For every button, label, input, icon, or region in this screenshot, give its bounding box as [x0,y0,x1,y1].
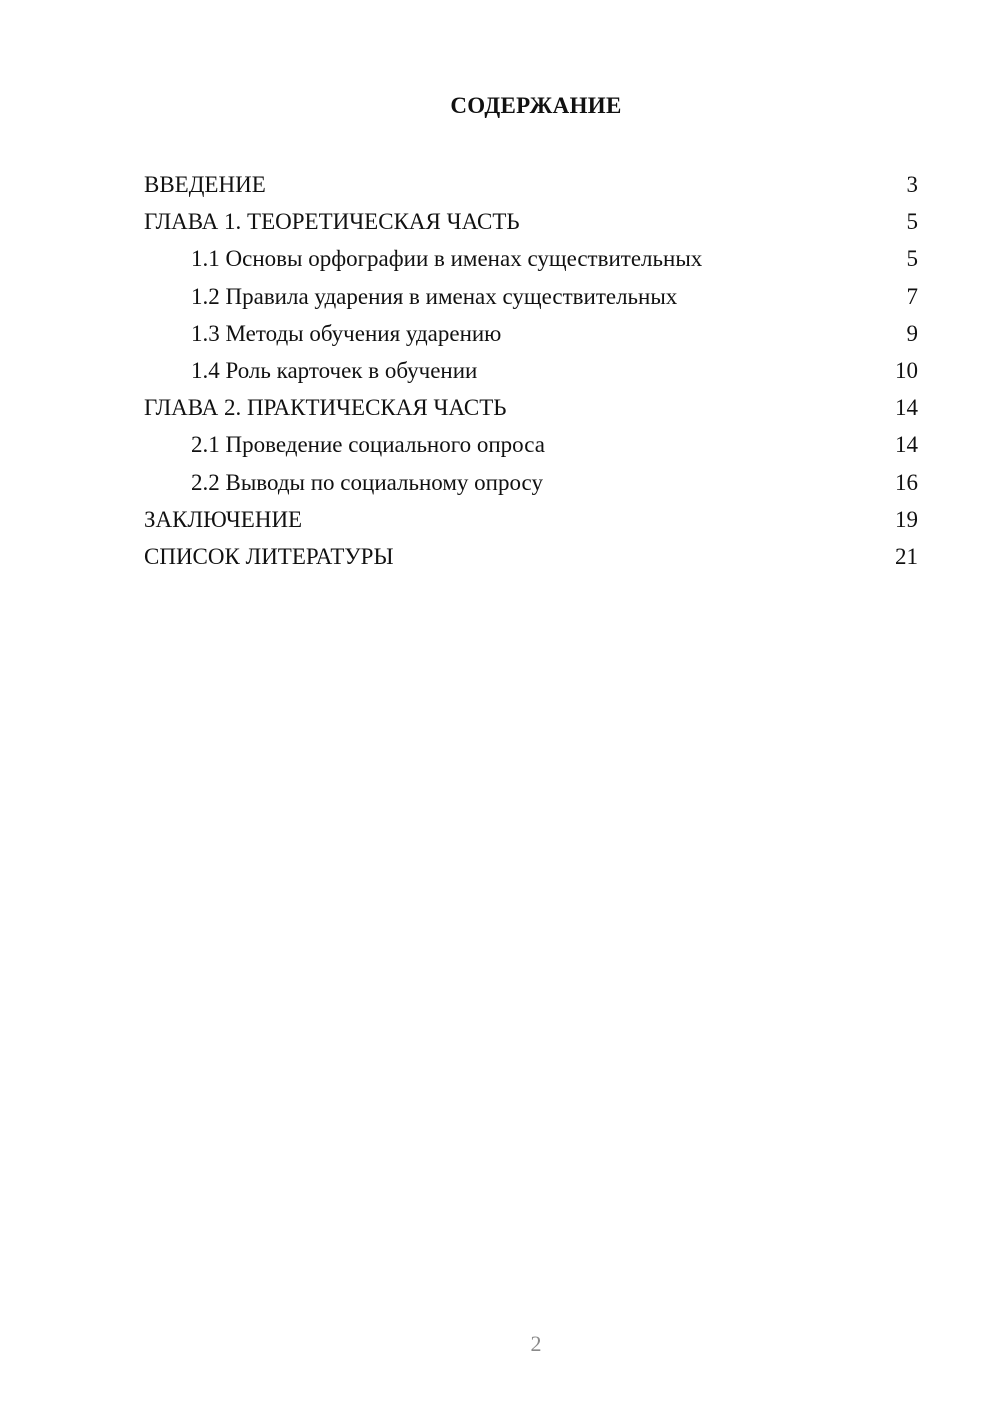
toc-entry-label: 1.3 Методы обучения ударению [191,320,502,346]
toc-entry-section-2-2[interactable] [144,464,918,501]
toc-entry-label: 1.4 Роль карточек в обучении [191,357,478,383]
toc-entry-page-number: 21 [895,543,918,569]
toc-entry-page-number: 19 [895,506,918,532]
toc-entry-label: ЗАКЛЮЧЕНИЕ [144,506,303,532]
toc-entry-section-2-1[interactable] [144,426,918,463]
table-of-contents [144,166,918,575]
toc-entry-conclusion[interactable] [144,501,918,538]
toc-entry-page-number: 3 [906,172,918,197]
toc-entry-label: 1.2 Правила ударения в именах существительных [191,283,678,309]
toc-entry-label: СПИСОК ЛИТЕРАТУРЫ [144,543,394,569]
page-title: СОДЕРЖАНИЕ [450,93,622,118]
toc-entry-page-number: 10 [895,357,918,383]
toc-entry-page-number: 9 [906,320,918,346]
toc-entry-page-number: 14 [895,432,918,458]
toc-entry-label: 1.1 Основы орфографии в именах существительных [191,246,703,272]
toc-entry-introduction[interactable] [144,166,918,203]
toc-entry-page-number: 5 [906,209,918,235]
toc-entry-label: ГЛАВА 1. ТЕОРЕТИЧЕСКАЯ ЧАСТЬ [144,209,520,235]
page-number: 2 [530,1331,542,1356]
toc-entry-page-number: 5 [906,246,918,272]
toc-entry-label: 2.1 Проведение социального опроса [191,432,545,458]
toc-entry-label: 2.2 Выводы по социальному опросу [191,469,543,495]
toc-entry-chapter-1[interactable] [144,203,918,240]
toc-entry-bibliography[interactable] [144,538,918,575]
toc-entry-label: ВВЕДЕНИЕ [144,172,266,197]
toc-entry-label: ГЛАВА 2. ПРАКТИЧЕСКАЯ ЧАСТЬ [144,395,507,421]
toc-entry-section-1-3[interactable] [144,315,918,352]
toc-entry-section-1-4[interactable] [144,352,918,389]
toc-entry-page-number: 7 [906,283,918,309]
toc-entry-page-number: 16 [895,469,918,495]
toc-entry-section-1-2[interactable] [144,278,918,315]
toc-entry-section-1-1[interactable] [144,240,918,277]
toc-entry-chapter-2[interactable] [144,389,918,426]
toc-entry-page-number: 14 [895,395,918,421]
